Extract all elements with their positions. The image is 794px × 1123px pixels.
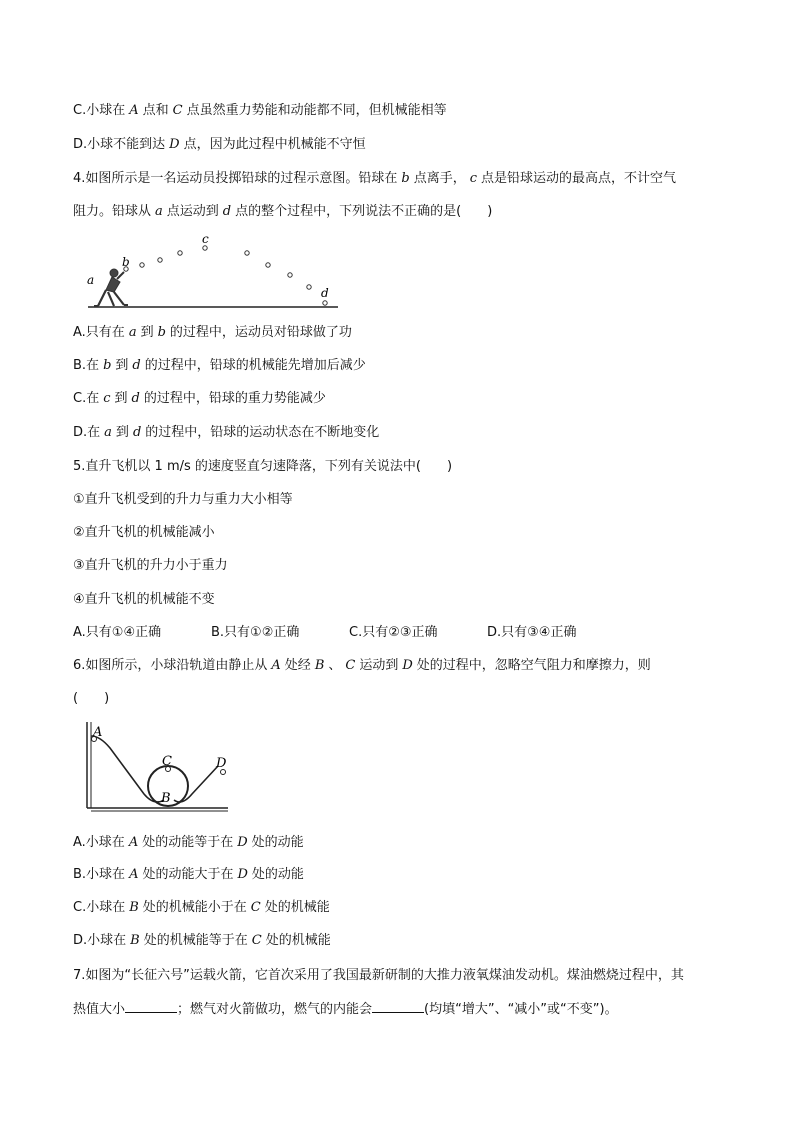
text: (均填“增大”、“减小”或“不变”)。 [424, 1002, 618, 1017]
q4-stem-line2 [73, 203, 492, 221]
track-figure [78, 716, 238, 816]
q5-option-c: C.只有②③正确 [349, 625, 438, 640]
text: 处的机械能 [264, 900, 330, 915]
var: D [402, 658, 413, 673]
var: B [129, 900, 139, 915]
trajectory-points [124, 246, 327, 305]
var: c [469, 171, 478, 186]
text: 处的动能 [251, 867, 304, 882]
var: C [251, 933, 262, 948]
q6-option-b [73, 866, 304, 884]
var: b [401, 171, 410, 186]
text: C.在 [73, 391, 100, 406]
text: 阻力。铅球从 [73, 204, 152, 219]
text: D.小球在 [73, 933, 127, 948]
var: C [345, 658, 356, 673]
q5-statement-4: ④直升飞机的机械能不变 [73, 592, 215, 607]
shot-put-figure [84, 232, 344, 314]
text: 运动到 [359, 658, 399, 673]
q3-option-d [73, 136, 366, 154]
var: B [314, 658, 325, 673]
var: C [172, 103, 183, 118]
text: D.在 [73, 425, 101, 440]
text: 处的机械能小于在 [142, 900, 247, 915]
text: ；燃气对火箭做功，燃气的内能会 [177, 1002, 373, 1017]
athlete-figure [94, 269, 128, 306]
q7-stem-line1: 7.如图为“长征六号”运载火箭，它首次采用了我国最新研制的大推力液氧煤油发动机。煤油燃烧过程中，其 [73, 968, 684, 983]
q5-options [73, 624, 625, 642]
text: 点运动到 [166, 204, 219, 219]
text: 的过程中，铅球的重力势能减少 [143, 391, 326, 406]
q5-statement-1: ①直升飞机受到的升力与重力大小相等 [73, 492, 293, 507]
q6-option-c [73, 899, 330, 917]
q6-stem-line1 [73, 657, 651, 675]
text: 4.如图所示是一名运动员投掷铅球的过程示意图。铅球在 [73, 171, 398, 186]
text: A.小球在 [73, 835, 125, 850]
q4-stem-line1 [73, 170, 676, 188]
var: b [103, 358, 112, 373]
text: D.小球不能到达 [73, 137, 166, 152]
figure-label-a: A [93, 725, 103, 740]
text: B.小球在 [73, 867, 126, 882]
q5-statement-3: ③直升飞机的升力小于重力 [73, 558, 228, 573]
var: a [128, 325, 137, 340]
var: c [103, 391, 111, 406]
text: 点，因为此过程中机械能不守恒 [183, 137, 366, 152]
text: B.在 [73, 358, 100, 373]
var: D [169, 137, 180, 152]
text: A.只有在 [73, 325, 125, 340]
text: 的过程中，铅球的机械能先增加后减少 [144, 358, 366, 373]
text: 处的动能等于在 [142, 835, 234, 850]
q5-option-a: A.只有①④正确 [73, 625, 162, 640]
text: 的过程中，运动员对铅球做了功 [169, 325, 352, 340]
figure-label-d: d [321, 286, 329, 300]
q5-option-b: B.只有①②正确 [211, 625, 300, 640]
text: 处的动能大于在 [142, 867, 234, 882]
var: A [128, 835, 139, 850]
q3-option-c [73, 102, 447, 120]
text: 处的机械能等于在 [143, 933, 248, 948]
q6-option-a [73, 834, 304, 852]
text: 点和 [142, 103, 169, 118]
var: C [250, 900, 261, 915]
figure-label-c: c [202, 232, 209, 246]
q6-option-d [73, 932, 331, 950]
text: 点离手， [413, 171, 466, 186]
track-curve [91, 736, 218, 802]
var: b [157, 325, 166, 340]
var: A [129, 867, 139, 882]
text: 6.如图所示，小球沿轨道由静止从 [73, 658, 268, 673]
figure-label-b: b [122, 255, 130, 269]
q5-option-d: D.只有③④正确 [487, 625, 577, 640]
var: D [237, 835, 248, 850]
var: B [130, 933, 140, 948]
text: C.小球在 [73, 103, 126, 118]
var: A [129, 103, 139, 118]
var: d [131, 391, 140, 406]
figure-label-b: B [161, 791, 171, 806]
text: 、 [328, 658, 342, 673]
var: a [155, 204, 163, 219]
text: 点的整个过程中，下列说法不正确的是( ) [235, 204, 493, 219]
figure-label-c: C [162, 754, 172, 769]
text: 处的机械能 [265, 933, 331, 948]
answer-blank-1[interactable] [125, 1000, 177, 1013]
text: C.小球在 [73, 900, 126, 915]
var: a [104, 425, 112, 440]
text: 的过程中，铅球的运动状态在不断地变化 [145, 425, 380, 440]
q7-stem-line2 [73, 1000, 618, 1019]
answer-blank-2[interactable] [372, 1000, 424, 1013]
var: D [237, 867, 248, 882]
q4-option-b [73, 357, 366, 375]
text: 处经 [284, 658, 311, 673]
var: A [271, 658, 281, 673]
q5-statement-2: ②直升飞机的机械能减小 [73, 525, 215, 540]
text: 处的动能 [251, 835, 304, 850]
text: 点是铅球运动的最高点，不计空气 [481, 171, 677, 186]
text: 处的过程中，忽略空气阻力和摩擦力，则 [416, 658, 651, 673]
figure-label-a: a [87, 273, 95, 287]
text: 到 [140, 325, 154, 340]
text: 到 [115, 425, 129, 440]
var: d [222, 204, 232, 219]
figure-label-d: D [216, 756, 227, 771]
q5-stem: 5.直升飞机以 1 m/s 的速度竖直匀速降落，下列有关说法中( ) [73, 459, 453, 474]
var: d [132, 358, 141, 373]
q4-option-c [73, 390, 326, 408]
q4-option-d [73, 424, 379, 442]
text: 热值大小 [73, 1002, 126, 1017]
text: 到 [114, 391, 128, 406]
q6-stem-line2: ( ) [73, 691, 110, 706]
text: 点虽然重力势能和动能都不同，但机械能相等 [186, 103, 447, 118]
var: d [132, 425, 142, 440]
text: 到 [115, 358, 129, 373]
q4-option-a [73, 324, 352, 342]
